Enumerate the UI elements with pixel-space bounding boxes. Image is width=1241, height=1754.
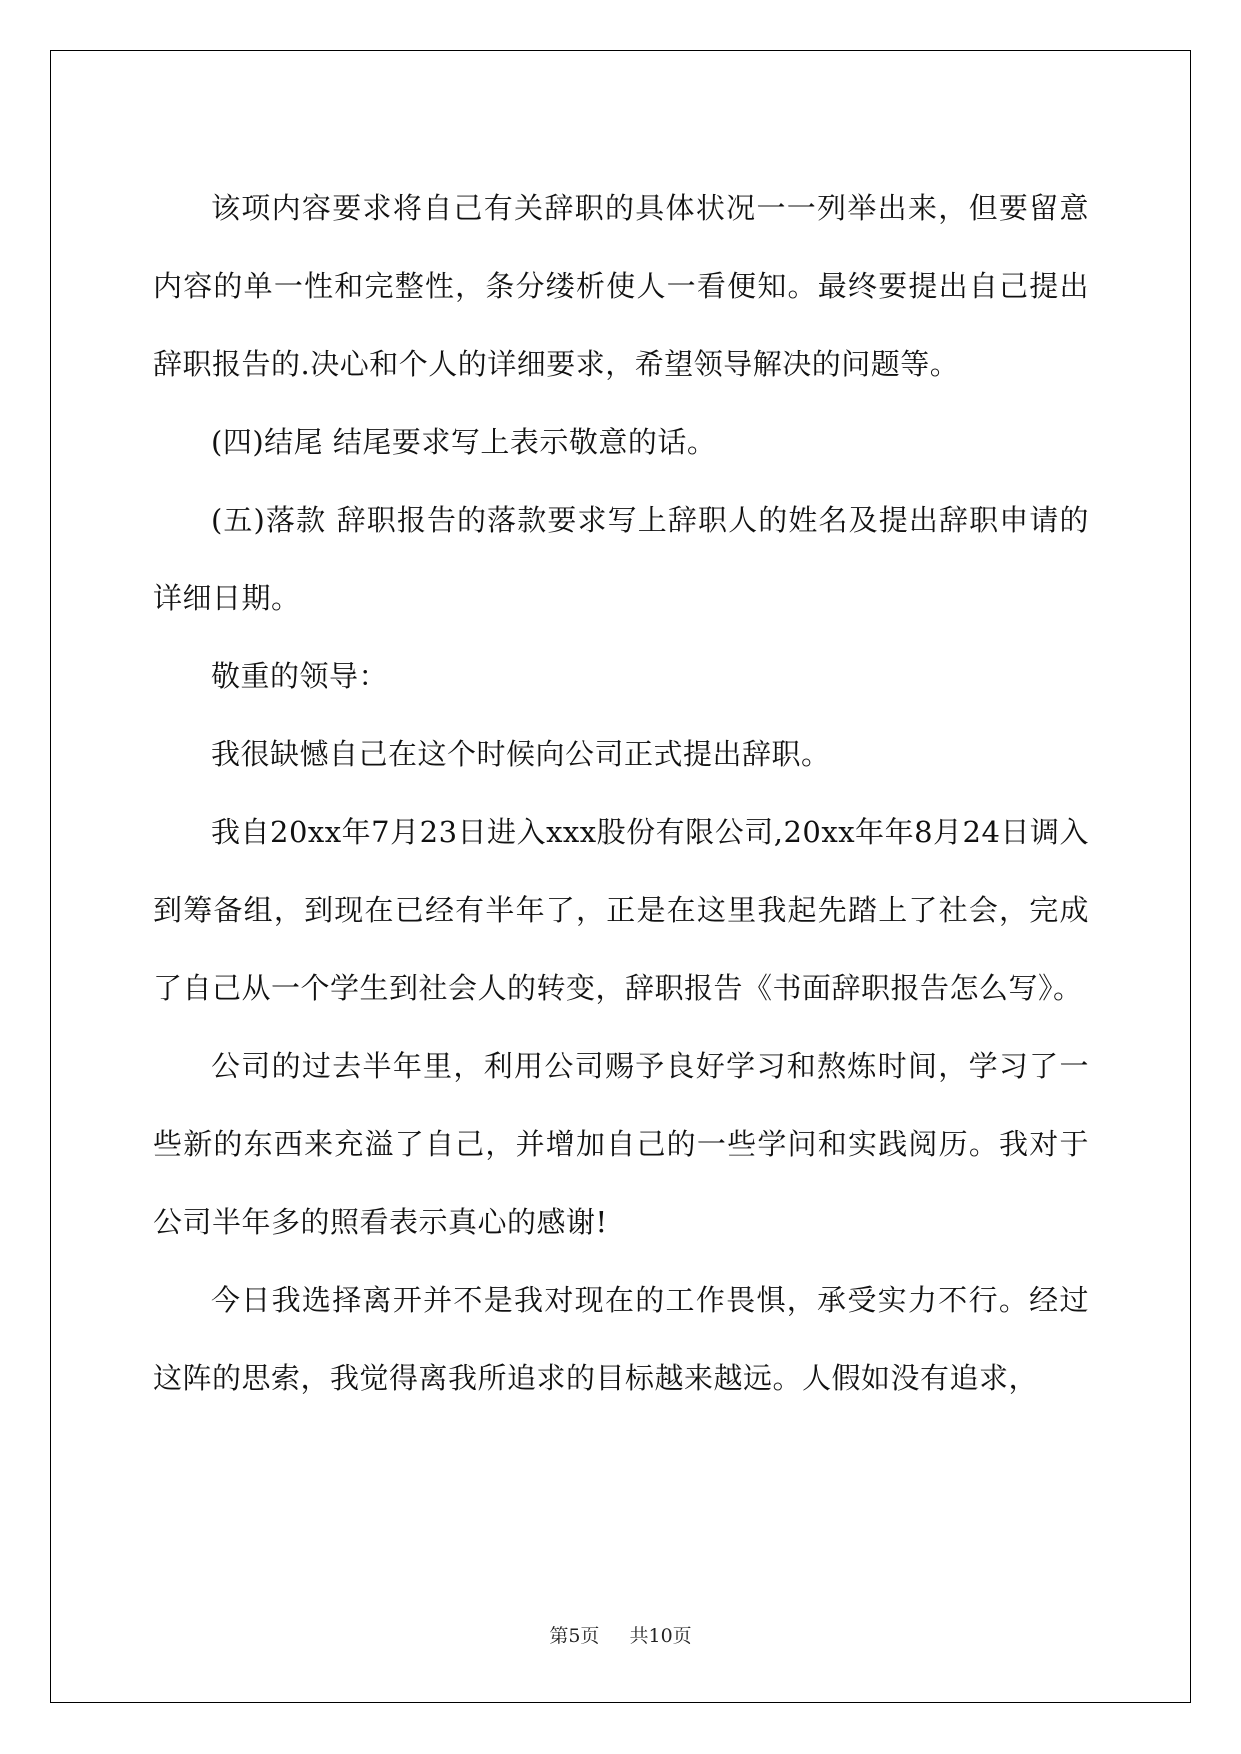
paragraph-resignation-content: 该项内容要求将自己有关辞职的具体状况一一列举出来，但要留意内容的单一性和完整性，条分缕析使人一看便知。最终要提出自己提出辞职报告的.决心和个人的详细要求，希望领导解决的问题等。 [153, 191, 1089, 381]
paragraph-signature: (五)落款 辞职报告的落款要求写上辞职人的姓名及提出辞职申请的详细日期。 [153, 503, 1089, 615]
paragraph-closing: (四)结尾 结尾要求写上表示敬意的话。 [211, 425, 717, 459]
paragraph-gratitude: 公司的过去半年里，利用公司赐予良好学习和熬炼时间，学习了一些新的东西来充溢了自己，并增加自己的一些学问和实践阅历。我对于公司半年多的照看表示真心的感谢! [153, 1049, 1089, 1239]
document-body [153, 169, 1089, 1417]
page-number: 第5页 [549, 1625, 600, 1647]
page-footer [0, 1621, 1241, 1648]
paragraph-reason: 今日我选择离开并不是我对现在的工作畏惧，承受实力不行。经过这阵的思索，我觉得离我所追求的目标越来越远。人假如没有追求， [153, 1283, 1089, 1395]
paragraph-salutation: 敬重的领导： [211, 659, 389, 693]
page-total: 共10页 [629, 1625, 692, 1647]
paragraph-join-date: 我自20xx年7月23日进入xxx股份有限公司,20xx年年8月24日调入到筹备组，到现在已经有半年了，正是在这里我起先踏上了社会，完成了自己从一个学生到社会人的转变，辞职报告《书面辞职报告怎么写》。 [153, 815, 1089, 1005]
paragraph-regret: 我很缺憾自己在这个时候向公司正式提出辞职。 [211, 737, 831, 771]
